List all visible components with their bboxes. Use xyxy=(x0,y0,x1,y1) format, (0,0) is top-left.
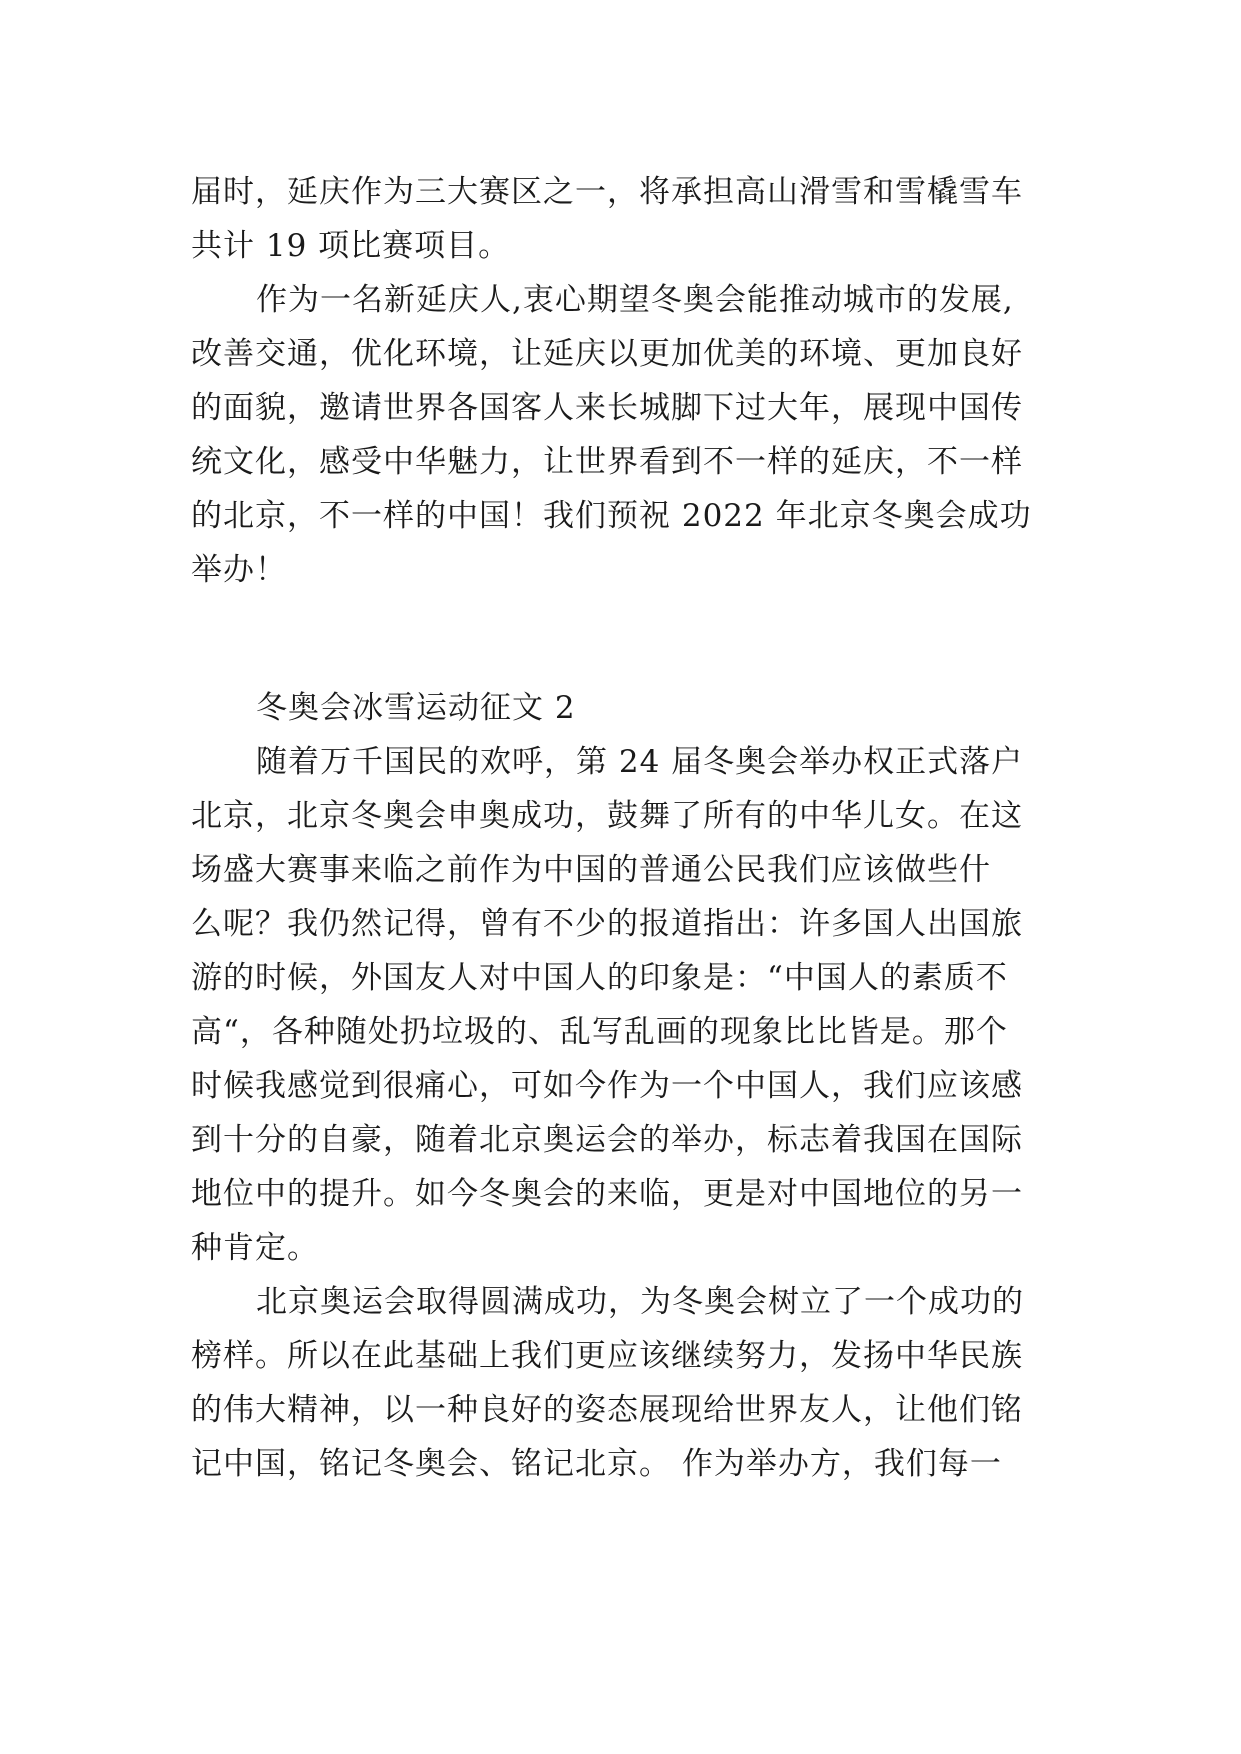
paragraph-4-line-2: 榜样。所以在此基础上我们更应该继续努力，发扬中华民族 xyxy=(191,1338,1023,1374)
paragraph-2-line-4: 统文化，感受中华魅力，让世界看到不一样的延庆，不一样 xyxy=(191,444,1023,480)
paragraph-2-line-1: 作为一名新延庆人,衷心期望冬奥会能推动城市的发展, xyxy=(256,282,1014,318)
paragraph-3-line-1: 随着万千国民的欢呼，第 24 届冬奥会举办权正式落户 xyxy=(256,744,1024,780)
paragraph-2-line-6: 举办！ xyxy=(191,552,287,588)
paragraph-3-line-5: 游的时候，外国友人对中国人的印象是：“中国人的素质不 xyxy=(191,960,1008,996)
paragraph-4-line-4: 记中国，铭记冬奥会、铭记北京。 作为举办方，我们每一 xyxy=(191,1446,1002,1482)
paragraph-3-line-3: 场盛大赛事来临之前作为中国的普通公民我们应该做些什 xyxy=(191,852,991,888)
paragraph-3-line-6: 高“，各种随处扔垃圾的、乱写乱画的现象比比皆是。那个 xyxy=(191,1014,1008,1050)
paragraph-1-line-2: 共计 19 项比赛项目。 xyxy=(191,228,511,264)
paragraph-3-line-4: 么呢？我仍然记得，曾有不少的报道指出：许多国人出国旅 xyxy=(191,906,1023,942)
paragraph-3-line-7: 时候我感觉到很痛心，可如今作为一个中国人，我们应该感 xyxy=(191,1068,1023,1104)
paragraph-3-line-2: 北京，北京冬奥会申奥成功，鼓舞了所有的中华儿女。在这 xyxy=(191,798,1023,834)
paragraph-4-line-1: 北京奥运会取得圆满成功，为冬奥会树立了一个成功的 xyxy=(256,1284,1024,1320)
paragraph-2-line-5: 的北京，不一样的中国！我们预祝 2022 年北京冬奥会成功 xyxy=(191,498,1032,534)
section-heading: 冬奥会冰雪运动征文 2 xyxy=(256,690,576,726)
paragraph-4-line-3: 的伟大精神，以一种良好的姿态展现给世界友人，让他们铭 xyxy=(191,1392,1023,1428)
paragraph-1-line-1: 届时，延庆作为三大赛区之一，将承担高山滑雪和雪橇雪车 xyxy=(191,174,1023,210)
paragraph-3-line-8: 到十分的自豪，随着北京奥运会的举办，标志着我国在国际 xyxy=(191,1122,1023,1158)
paragraph-3-line-9: 地位中的提升。如今冬奥会的来临，更是对中国地位的另一 xyxy=(191,1176,1023,1212)
paragraph-2-line-3: 的面貌，邀请世界各国客人来长城脚下过大年，展现中国传 xyxy=(191,390,1023,426)
paragraph-3-line-10: 种肯定。 xyxy=(191,1230,319,1266)
paragraph-2-line-2: 改善交通，优化环境，让延庆以更加优美的环境、更加良好 xyxy=(191,336,1023,372)
